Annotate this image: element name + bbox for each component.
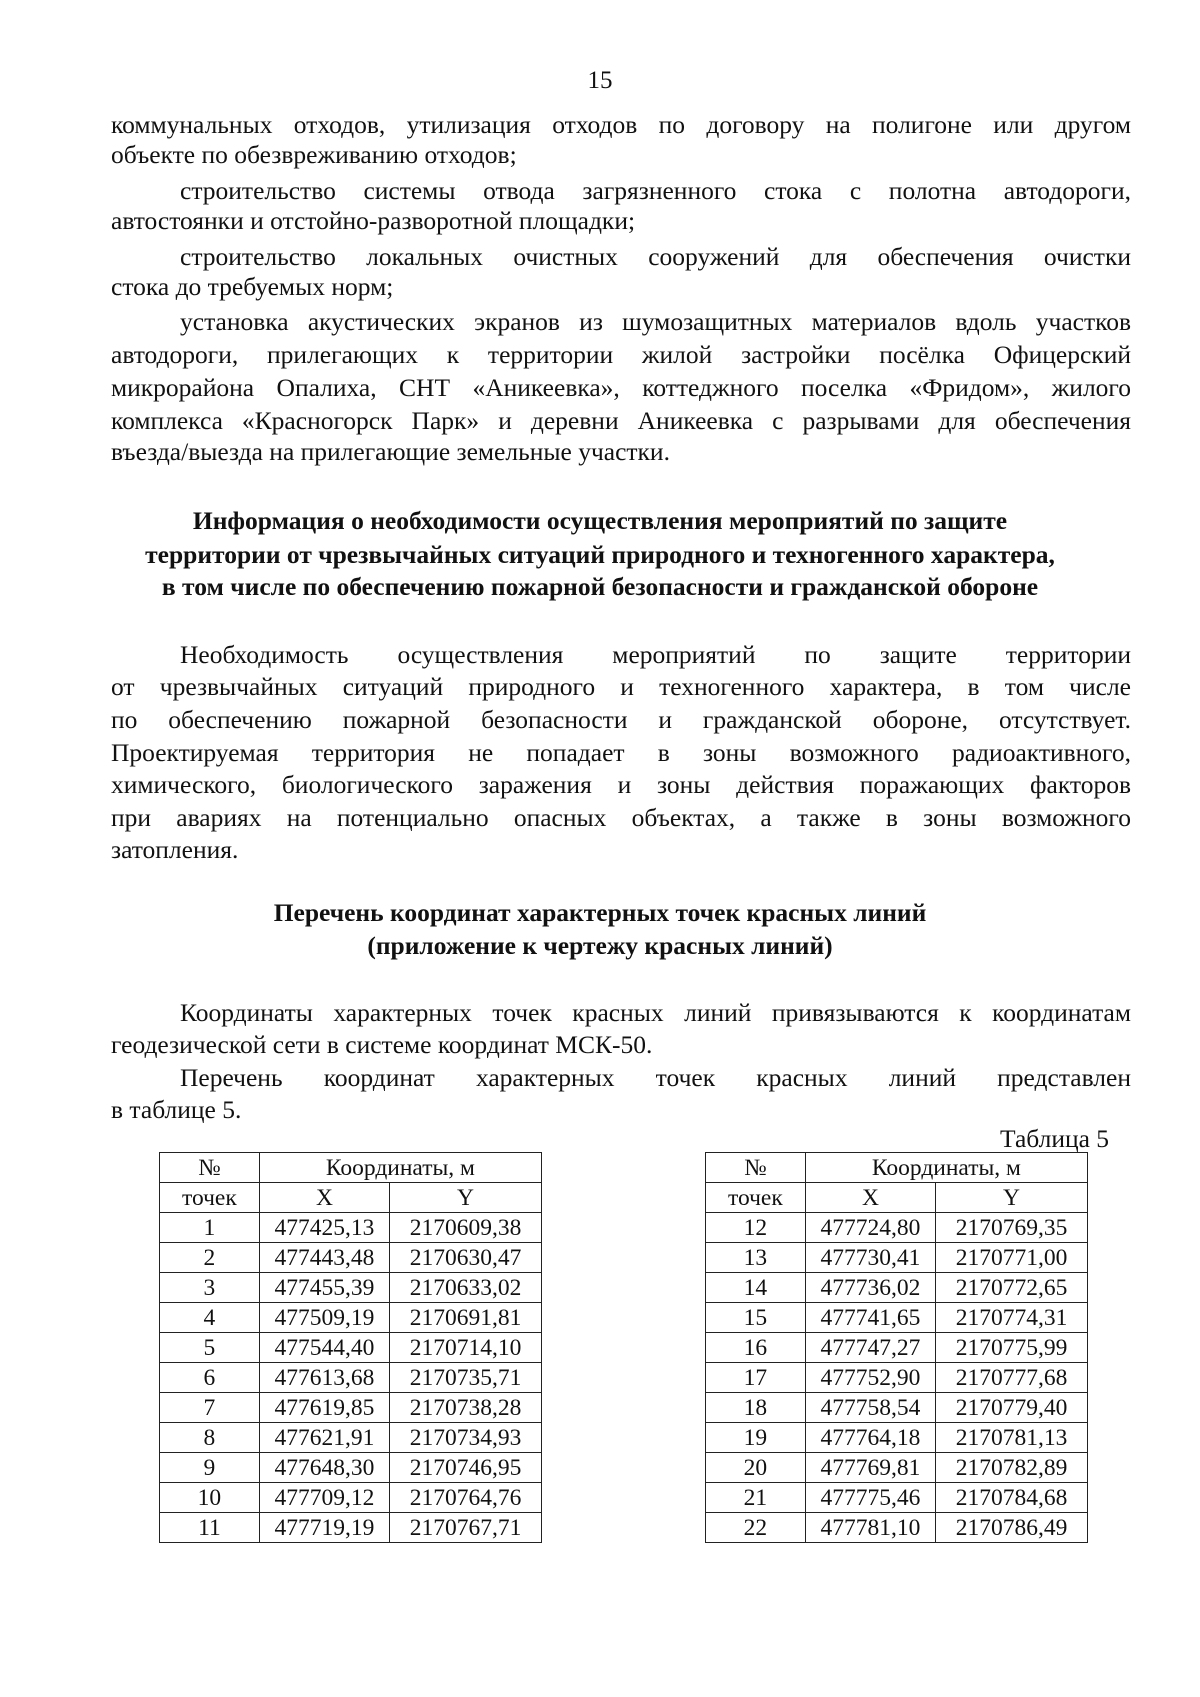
heading-line: территории от чрезвычайных ситуаций природного и техногенного характера, (145, 540, 1055, 569)
text-line: химического, биологического заражения и зоны действия поражающих факторов (111, 770, 1131, 799)
text-line: Проектируемая территория не попадает в зоны возможного радиоактивного, (111, 738, 1131, 767)
table-row (160, 1243, 542, 1273)
table-row (706, 1243, 1088, 1273)
y-coordinate-cell: 2170609,38 (390, 1213, 542, 1243)
point-number-cell: 22 (706, 1513, 806, 1543)
table-row (160, 1303, 542, 1333)
point-number-cell: 8 (160, 1423, 260, 1453)
table-row (706, 1333, 1088, 1363)
x-coordinate-cell: 477613,68 (259, 1363, 389, 1393)
x-coordinate-cell: 477621,91 (259, 1423, 389, 1453)
point-number-cell: 4 (160, 1303, 260, 1333)
point-number-cell: 3 (160, 1273, 260, 1303)
header-coordinates: Координаты, м (805, 1153, 1087, 1183)
text-line: Перечень координат характерных точек красных линий представлен (180, 1063, 1131, 1092)
point-number-cell: 15 (706, 1303, 806, 1333)
text-line: установка акустических экранов из шумозащитных материалов вдоль участков (180, 307, 1131, 336)
coordinates-table-left (159, 1152, 542, 1543)
table-row (160, 1423, 542, 1453)
y-coordinate-cell: 2170734,93 (390, 1423, 542, 1453)
y-coordinate-cell: 2170774,31 (936, 1303, 1088, 1333)
x-coordinate-cell: 477719,19 (259, 1513, 389, 1543)
table-row (160, 1273, 542, 1303)
y-coordinate-cell: 2170691,81 (390, 1303, 542, 1333)
heading-line: (приложение к чертежу красных линий) (367, 931, 833, 960)
y-coordinate-cell: 2170777,68 (936, 1363, 1088, 1393)
x-coordinate-cell: 477730,41 (805, 1243, 935, 1273)
y-coordinate-cell: 2170769,35 (936, 1213, 1088, 1243)
text-line: въезда/выезда на прилегающие земельные участки. (111, 437, 670, 466)
table-row (706, 1423, 1088, 1453)
y-coordinate-cell: 2170746,95 (390, 1453, 542, 1483)
x-coordinate-cell: 477747,27 (805, 1333, 935, 1363)
x-coordinate-cell: 477443,48 (259, 1243, 389, 1273)
x-coordinate-cell: 477709,12 (259, 1483, 389, 1513)
table-row (706, 1213, 1088, 1243)
table-row (160, 1483, 542, 1513)
y-coordinate-cell: 2170786,49 (936, 1513, 1088, 1543)
point-number-cell: 18 (706, 1393, 806, 1423)
table-row (160, 1363, 542, 1393)
y-coordinate-cell: 2170782,89 (936, 1453, 1088, 1483)
x-coordinate-cell: 477764,18 (805, 1423, 935, 1453)
x-coordinate-cell: 477509,19 (259, 1303, 389, 1333)
point-number-cell: 12 (706, 1213, 806, 1243)
text-line: геодезической сети в системе координат МСК-50. (111, 1030, 653, 1059)
x-coordinate-cell: 477758,54 (805, 1393, 935, 1423)
header-coordinates: Координаты, м (259, 1153, 541, 1183)
x-coordinate-cell: 477724,80 (805, 1213, 935, 1243)
y-coordinate-cell: 2170738,28 (390, 1393, 542, 1423)
header-x: X (259, 1183, 389, 1213)
table-row (706, 1513, 1088, 1543)
x-coordinate-cell: 477775,46 (805, 1483, 935, 1513)
table-row (706, 1303, 1088, 1333)
x-coordinate-cell: 477736,02 (805, 1273, 935, 1303)
text-line: строительство локальных очистных сооружений для обеспечения очистки (180, 242, 1131, 271)
y-coordinate-cell: 2170764,76 (390, 1483, 542, 1513)
header-y: Y (936, 1183, 1088, 1213)
text-line: строительство системы отвода загрязненного стока с полотна автодороги, (180, 176, 1131, 205)
x-coordinate-cell: 477741,65 (805, 1303, 935, 1333)
header-x: X (805, 1183, 935, 1213)
y-coordinate-cell: 2170779,40 (936, 1393, 1088, 1423)
y-coordinate-cell: 2170735,71 (390, 1363, 542, 1393)
table-body (160, 1213, 542, 1543)
header-y: Y (390, 1183, 542, 1213)
text-line: объекте по обезвреживанию отходов; (111, 140, 517, 169)
text-line: комплекса «Красногорск Парк» и деревни Аникеевка с разрывами для обеспечения (111, 406, 1131, 435)
text-line: от чрезвычайных ситуаций природного и техногенного характера, в том числе (111, 672, 1131, 701)
text-line: коммунальных отходов, утилизация отходов по договору на полигоне или другом (111, 110, 1131, 139)
header-points: точек (706, 1183, 806, 1213)
header-number: № (706, 1153, 806, 1183)
point-number-cell: 9 (160, 1453, 260, 1483)
x-coordinate-cell: 477781,10 (805, 1513, 935, 1543)
text-line: Необходимость осуществления мероприятий по защите территории (180, 640, 1131, 669)
y-coordinate-cell: 2170630,47 (390, 1243, 542, 1273)
text-line: автодороги, прилегающих к территории жилой застройки посёлка Офицерский (111, 340, 1131, 369)
point-number-cell: 10 (160, 1483, 260, 1513)
text-line: затопления. (111, 835, 239, 864)
table-row (160, 1393, 542, 1423)
table-body (706, 1213, 1088, 1543)
heading-line: в том числе по обеспечению пожарной безопасности и гражданской обороне (161, 572, 1039, 601)
x-coordinate-cell: 477752,90 (805, 1363, 935, 1393)
text-line: при авариях на потенциально опасных объектах, а также в зоны возможного (111, 803, 1131, 832)
point-number-cell: 19 (706, 1423, 806, 1453)
table-row (706, 1393, 1088, 1423)
table-row (160, 1513, 542, 1543)
point-number-cell: 14 (706, 1273, 806, 1303)
y-coordinate-cell: 2170771,00 (936, 1243, 1088, 1273)
table-row (706, 1273, 1088, 1303)
text-line: Координаты характерных точек красных линий привязываются к координатам (180, 998, 1131, 1027)
point-number-cell: 7 (160, 1393, 260, 1423)
text-line: по обеспечению пожарной безопасности и гражданской обороне, отсутствует. (111, 705, 1131, 734)
y-coordinate-cell: 2170714,10 (390, 1333, 542, 1363)
x-coordinate-cell: 477455,39 (259, 1273, 389, 1303)
point-number-cell: 21 (706, 1483, 806, 1513)
heading-line: Информация о необходимости осуществления мероприятий по защите (192, 506, 1008, 535)
point-number-cell: 2 (160, 1243, 260, 1273)
text-line: автостоянки и отстойно-разворотной площадки; (111, 206, 636, 235)
table-row (160, 1333, 542, 1363)
y-coordinate-cell: 2170767,71 (390, 1513, 542, 1543)
table-row (160, 1453, 542, 1483)
header-number: № (160, 1153, 260, 1183)
y-coordinate-cell: 2170775,99 (936, 1333, 1088, 1363)
y-coordinate-cell: 2170781,13 (936, 1423, 1088, 1453)
coordinates-table-right (705, 1152, 1088, 1543)
text-line: в таблице 5. (111, 1095, 242, 1124)
y-coordinate-cell: 2170633,02 (390, 1273, 542, 1303)
x-coordinate-cell: 477619,85 (259, 1393, 389, 1423)
point-number-cell: 11 (160, 1513, 260, 1543)
point-number-cell: 6 (160, 1363, 260, 1393)
table-row (160, 1213, 542, 1243)
table-row (706, 1453, 1088, 1483)
header-points: точек (160, 1183, 260, 1213)
table-caption: Таблица 5 (1000, 1124, 1110, 1153)
point-number-cell: 1 (160, 1213, 260, 1243)
point-number-cell: 20 (706, 1453, 806, 1483)
table-row (706, 1483, 1088, 1513)
x-coordinate-cell: 477769,81 (805, 1453, 935, 1483)
point-number-cell: 13 (706, 1243, 806, 1273)
x-coordinate-cell: 477544,40 (259, 1333, 389, 1363)
point-number-cell: 17 (706, 1363, 806, 1393)
x-coordinate-cell: 477648,30 (259, 1453, 389, 1483)
y-coordinate-cell: 2170784,68 (936, 1483, 1088, 1513)
text-line: микрорайона Опалиха, СНТ «Аникеевка», коттеджного поселка «Фридом», жилого (111, 373, 1131, 402)
table-row (706, 1363, 1088, 1393)
heading-line: Перечень координат характерных точек красных линий (273, 898, 927, 927)
x-coordinate-cell: 477425,13 (259, 1213, 389, 1243)
point-number-cell: 16 (706, 1333, 806, 1363)
page-number: 15 (587, 67, 613, 94)
y-coordinate-cell: 2170772,65 (936, 1273, 1088, 1303)
point-number-cell: 5 (160, 1333, 260, 1363)
text-line: стока до требуемых норм; (111, 272, 394, 301)
